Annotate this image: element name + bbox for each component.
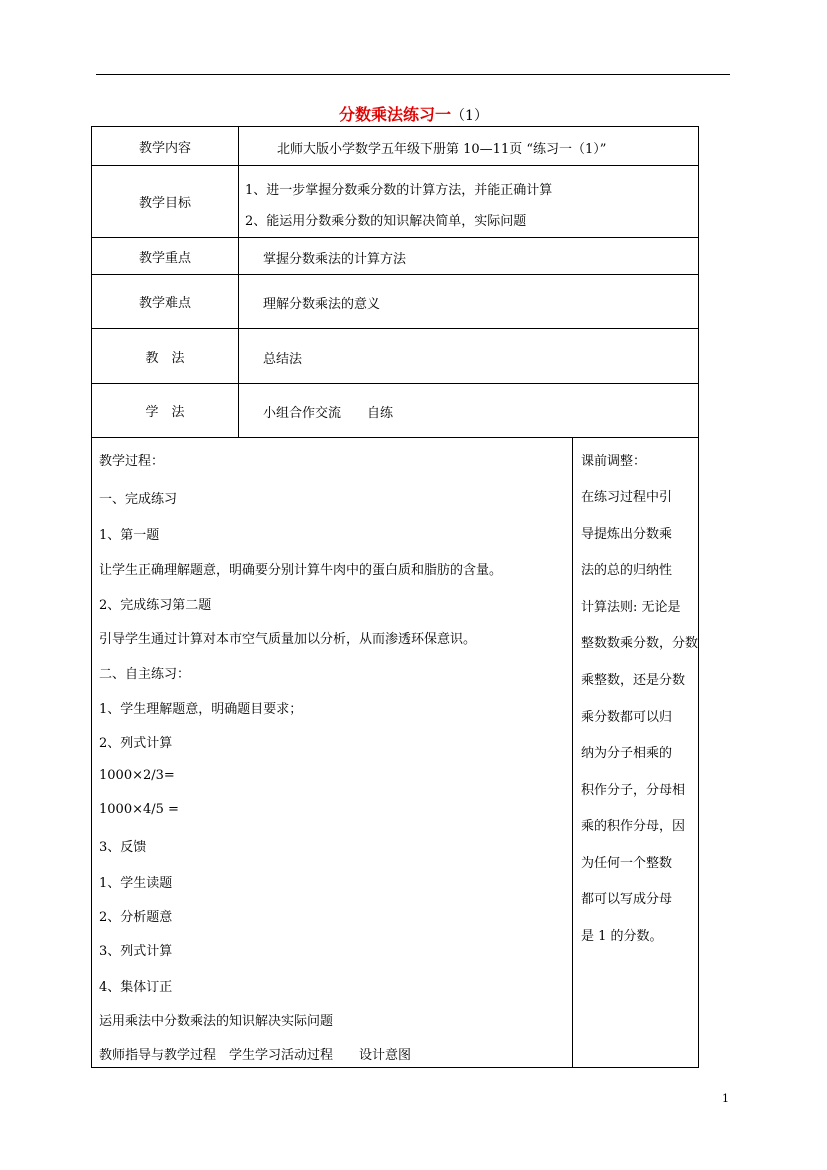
process-line: 教学过程： xyxy=(99,454,165,469)
process-line: 3、列式计算 xyxy=(99,944,173,959)
row-label: 教学重点 xyxy=(92,238,239,274)
process-line: 二、自主练习： xyxy=(99,667,191,682)
row-value xyxy=(239,238,698,274)
row-label: 学 法 xyxy=(92,384,239,437)
side-line: 在练习过程中引 xyxy=(581,490,673,505)
row-line: 理解分数乘法的意义 xyxy=(263,297,381,312)
row-line: 2、能运用分数乘分数的知识解决简单，实际问题 xyxy=(245,214,527,229)
side-line: 乘分数都可以归 xyxy=(581,710,673,725)
row-value xyxy=(239,329,698,383)
side-line: 都可以写成分母 xyxy=(581,892,673,907)
row-value xyxy=(239,275,698,328)
row-label: 教 法 xyxy=(92,329,239,383)
row-value xyxy=(239,166,698,237)
pre-class-adjustment xyxy=(573,438,698,1067)
row-content xyxy=(92,127,698,166)
row-label: 教学目标 xyxy=(92,166,239,237)
process-line: 运用乘法中分数乘法的知识解决实际问题 xyxy=(99,1014,334,1029)
header-rule xyxy=(96,74,730,75)
process-line: 4、集体订正 xyxy=(99,980,173,995)
page-number: 1 xyxy=(722,1092,729,1105)
lesson-table xyxy=(91,126,699,1068)
process-line: 1、学生理解题意，明确题目要求； xyxy=(99,702,303,717)
process-line: 1000×2/3= xyxy=(99,768,175,783)
row-label: 教学难点 xyxy=(92,275,239,328)
process-line: 让学生正确理解题意，明确要分别计算牛肉中的蛋白质和脂肪的含量。 xyxy=(99,563,503,578)
side-line: 法的总的归纳性 xyxy=(581,563,673,578)
side-line: 积作分子，分母相 xyxy=(581,783,686,798)
teaching-process xyxy=(92,438,573,1067)
row-value xyxy=(239,384,698,437)
process-line: 2、分析题意 xyxy=(99,910,173,925)
side-line: 纳为分子相乘的 xyxy=(581,746,673,761)
page-title xyxy=(0,102,827,125)
process-line: 一、完成练习 xyxy=(99,492,178,507)
process-line: 1、学生读题 xyxy=(99,876,173,891)
row-label: 教学内容 xyxy=(92,127,239,165)
row-line: 掌握分数乘法的计算方法 xyxy=(263,252,407,267)
row-line: 小组合作交流 自练 xyxy=(263,406,394,421)
row-difficulty xyxy=(92,275,698,329)
row-key-point xyxy=(92,238,698,275)
row-learning-method xyxy=(92,384,698,438)
row-line: 1、进一步掌握分数乘分数的计算方法，并能正确计算 xyxy=(245,183,553,198)
process-line: 2、完成练习第二题 xyxy=(99,598,212,613)
side-line: 课前调整： xyxy=(581,454,647,469)
side-line: 乘整数，还是分数 xyxy=(581,673,686,688)
side-line: 是 1 的分数。 xyxy=(581,929,663,944)
process-line: 3、反馈 xyxy=(99,840,147,855)
row-value xyxy=(239,127,698,165)
side-line: 乘的积作分母，因 xyxy=(581,819,686,834)
row-line: 总结法 xyxy=(263,352,303,367)
row-goals xyxy=(92,166,698,238)
process-line: 教师指导与教学过程 学生学习活动过程 设计意图 xyxy=(99,1048,412,1063)
row-line: 北师大版小学数学五年级下册第 10—11页 “练习一（1）” xyxy=(277,142,607,157)
side-line: 导提炼出分数乘 xyxy=(581,527,673,542)
side-line: 整数数乘分数，分数 xyxy=(581,636,699,651)
title-sub: （1） xyxy=(451,108,488,124)
process-line: 引导学生通过计算对本市空气质量加以分析，从而渗透环保意识。 xyxy=(99,632,477,647)
row-teaching-method xyxy=(92,329,698,384)
side-line: 计算法则: 无论是 xyxy=(581,600,681,615)
process-line: 2、列式计算 xyxy=(99,736,173,751)
side-line: 为任何一个整数 xyxy=(581,856,673,871)
title-main: 分数乘法练习一 xyxy=(339,105,452,124)
process-line: 1000×4/5 = xyxy=(99,802,179,817)
process-line: 1、第一题 xyxy=(99,528,160,543)
